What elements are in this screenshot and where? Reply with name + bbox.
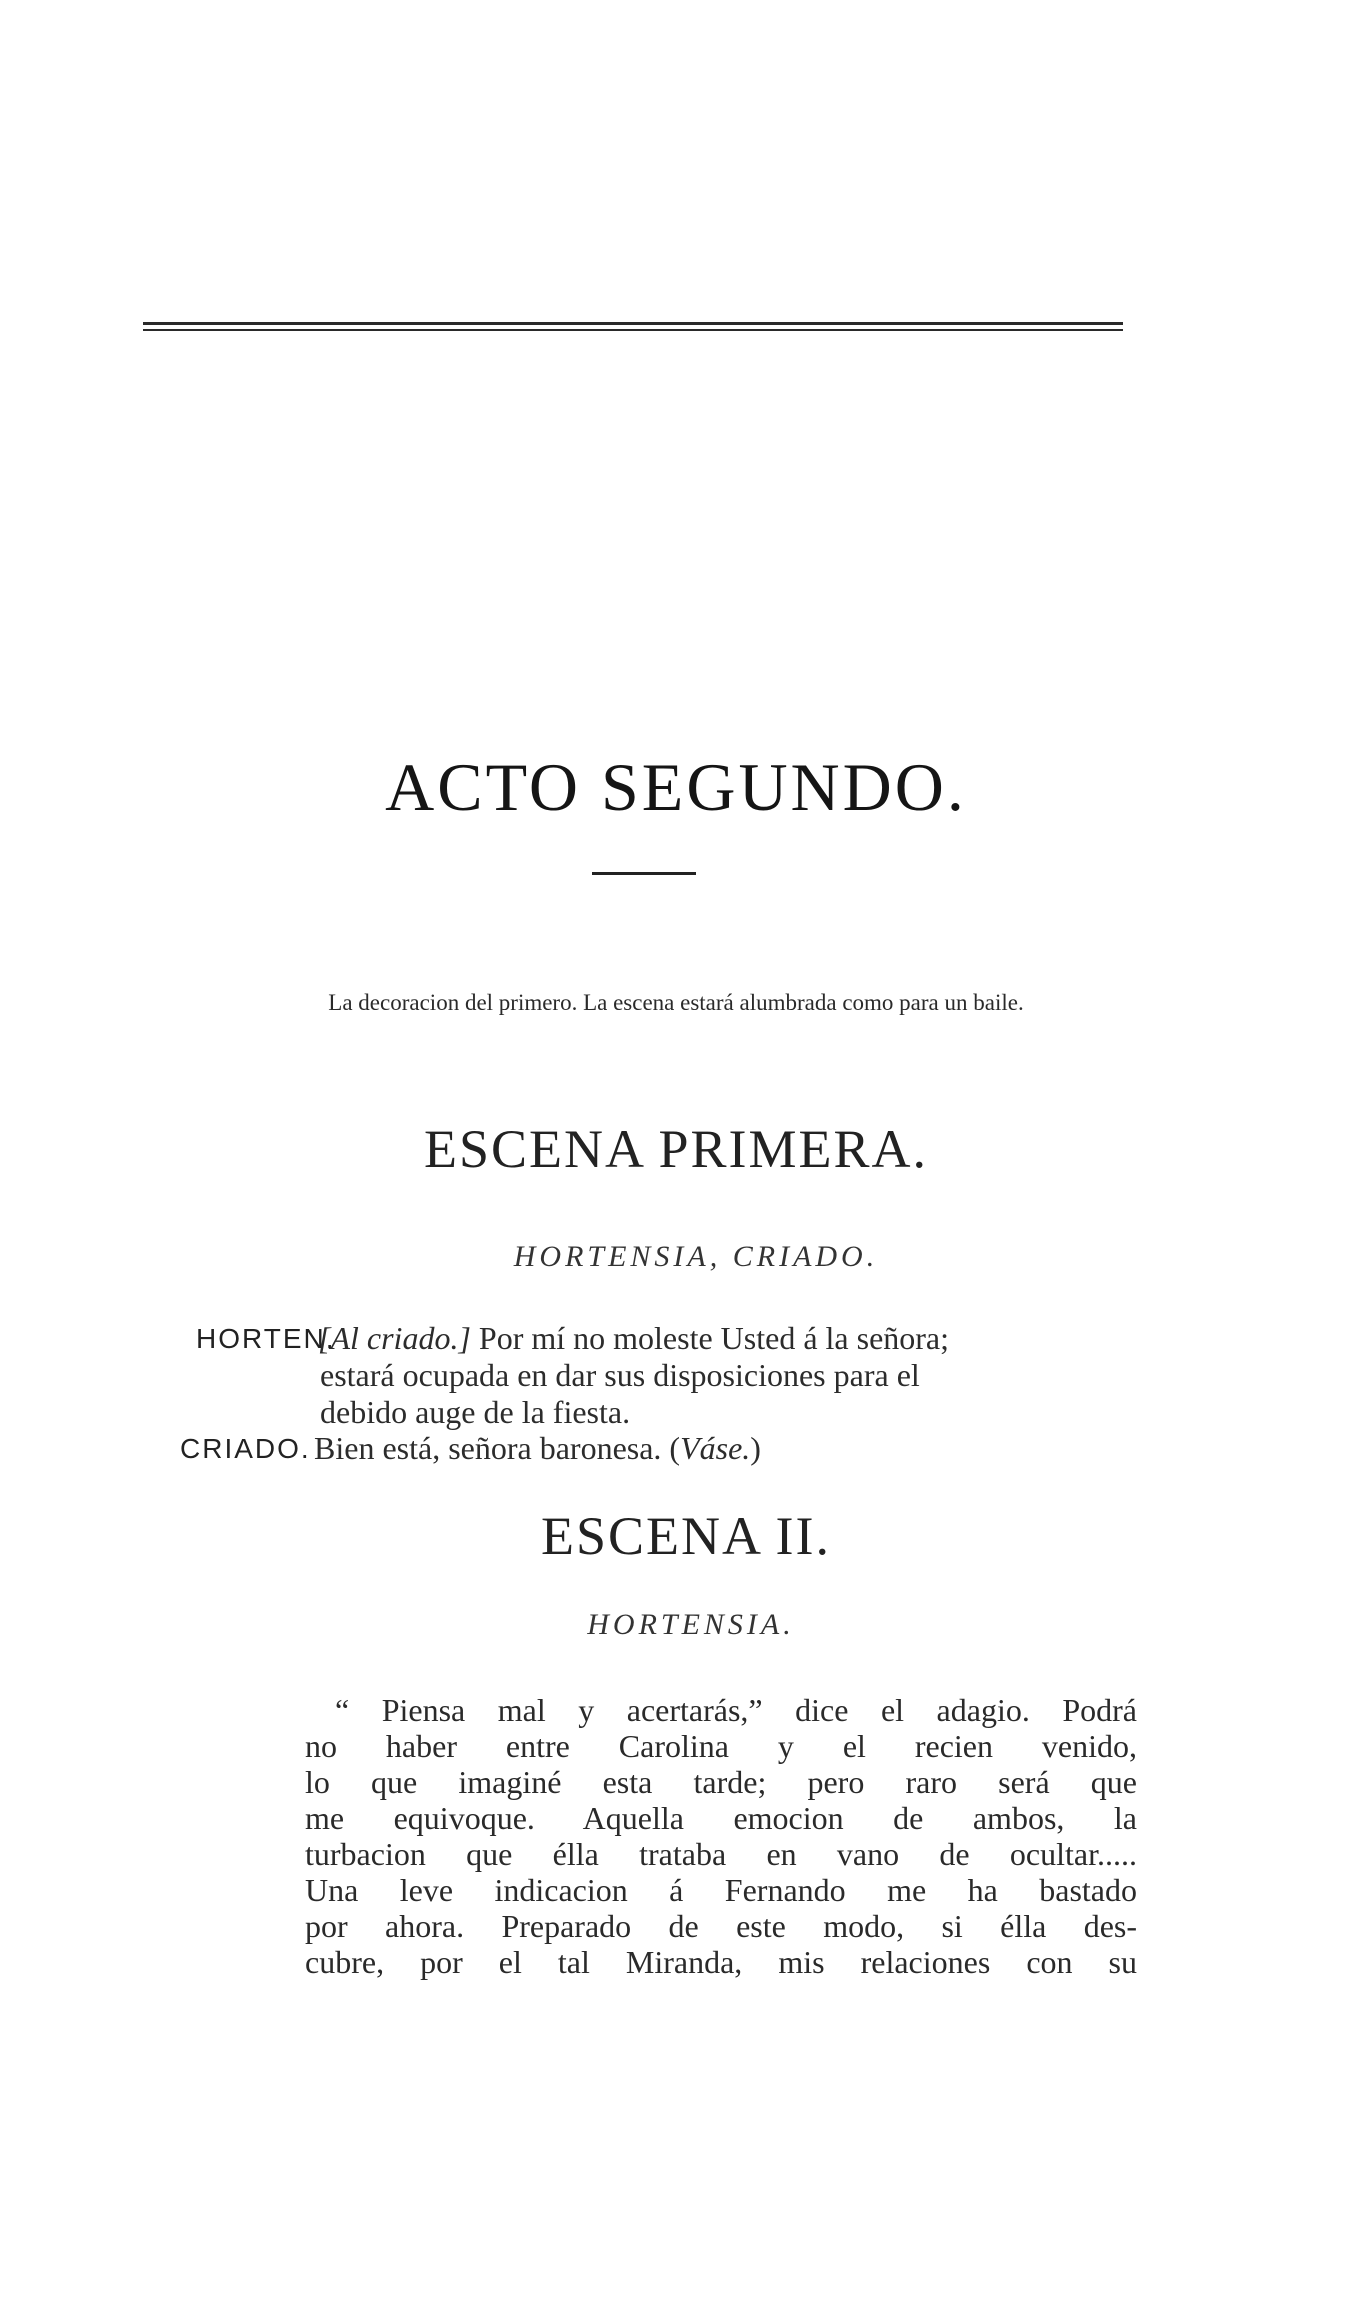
stage-direction: Váse. (680, 1430, 751, 1466)
stage-setting-note: La decoracion del primero. La escena estará alumbrada como para un baile. (328, 990, 1024, 1015)
monologue-line: por ahora. Preparado de este modo, si élla des- (305, 1908, 1137, 1944)
monologue-line: Una leve indicacion á Fernando me ha bastado (305, 1872, 1137, 1908)
header-double-rule (143, 322, 1123, 331)
dialogue-line (314, 1430, 1154, 1467)
monologue-line: lo que imaginé esta tarde; pero raro será que (305, 1764, 1137, 1800)
dialogue-text: Por mí no moleste Usted á la señora; (478, 1320, 950, 1356)
scene-2-characters: HORTENSIA. (587, 1608, 795, 1641)
dialogue-text: Bien está, señora baronesa. ( (314, 1430, 681, 1466)
speaker-name: HORTEN. (196, 1323, 336, 1354)
dialogue-text: estará ocupada en dar sus disposiciones para el (320, 1357, 920, 1393)
dialogue-text: debido auge de la fiesta. (320, 1394, 631, 1430)
dialogue-line (318, 1320, 1156, 1357)
monologue-line: cubre, por el tal Miranda, mis relaciones con su (305, 1944, 1137, 1980)
scene-1-characters: HORTENSIA, CRIADO. (513, 1240, 879, 1273)
title-divider (592, 872, 696, 875)
scene-1-title: ESCENA PRIMERA. (423, 1119, 929, 1179)
monologue-line: “ Piensa mal y acertarás,” dice el adagio. Podrá (335, 1692, 1137, 1728)
stage-direction: [Al criado.] (318, 1320, 471, 1356)
dialogue-text: ) (750, 1430, 761, 1466)
act-title: ACTO SEGUNDO. (385, 749, 967, 825)
monologue-line: no haber entre Carolina y el recien venido, (305, 1728, 1137, 1764)
monologue-paragraph (305, 1692, 1137, 1980)
monologue-line: turbacion que élla trataba en vano de ocultar..... (305, 1836, 1137, 1872)
scene-2-title: ESCENA II. (541, 1506, 831, 1566)
monologue-line: me equivoque. Aquella emocion de ambos, la (305, 1800, 1137, 1836)
speaker-name: CRIADO. (180, 1433, 311, 1464)
